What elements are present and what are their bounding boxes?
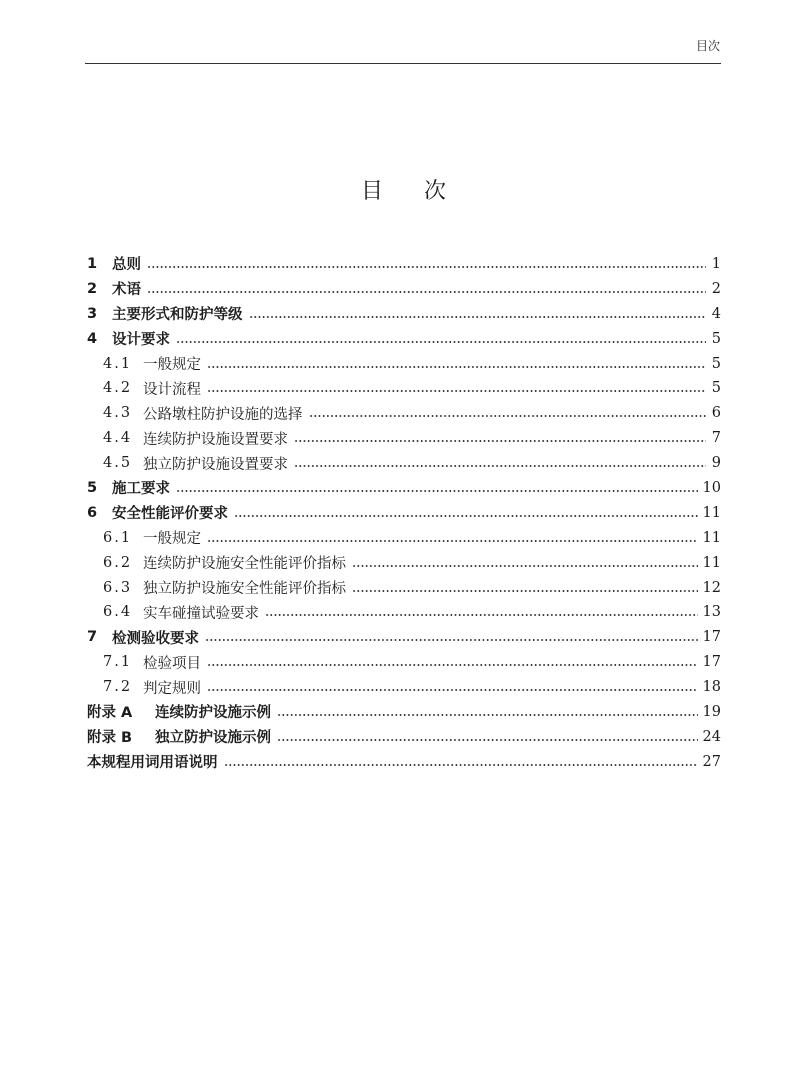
toc-entry[interactable]	[87, 575, 721, 600]
toc-entry[interactable]	[87, 451, 721, 476]
toc-entry-title: 安全性能评价要求	[112, 506, 228, 523]
dot-leader	[207, 533, 698, 543]
toc-entry-number: 附录 B	[87, 730, 133, 747]
toc-entry[interactable]	[87, 724, 721, 749]
toc-entry-number: 7.2	[103, 679, 133, 696]
toc-entry[interactable]	[87, 525, 721, 550]
toc-entry-title: 检测验收要求	[112, 630, 199, 647]
toc-entry-page-number: 5	[711, 330, 721, 347]
toc-entry-title: 判定规则	[143, 680, 201, 697]
toc-entry[interactable]	[87, 476, 721, 501]
toc-entry[interactable]	[87, 625, 721, 650]
toc-entry-number: 6.4	[103, 604, 133, 621]
dot-leader	[207, 383, 706, 393]
toc-entry-number: 5	[87, 479, 98, 496]
dot-leader	[294, 458, 706, 468]
toc-entry[interactable]	[87, 376, 721, 401]
toc-entry-page-number: 17	[702, 629, 721, 646]
toc-entry-title: 检验项目	[143, 655, 201, 672]
dot-leader	[352, 558, 698, 568]
toc-entry-title: 连续防护设施设置要求	[143, 431, 288, 448]
toc-entry[interactable]	[87, 252, 721, 277]
dot-leader	[309, 408, 707, 418]
toc-entry[interactable]	[87, 675, 721, 700]
dot-leader	[277, 732, 698, 742]
toc-entry-number: 3	[87, 305, 98, 322]
toc-entry-page-number: 2	[711, 280, 721, 297]
toc-entry-page-number: 24	[702, 728, 721, 745]
toc-entry-number: 6.2	[103, 554, 133, 571]
dot-leader	[207, 657, 698, 667]
toc-entry-number: 6	[87, 504, 98, 521]
toc-entry-title: 施工要求	[112, 481, 170, 498]
dot-leader	[352, 583, 698, 593]
toc-entry-page-number: 10	[702, 479, 721, 496]
toc-entry-number: 4	[87, 330, 98, 347]
dot-leader	[147, 284, 706, 294]
toc-entry[interactable]	[87, 426, 721, 451]
dot-leader	[224, 757, 698, 767]
running-header-title: 目次	[695, 39, 720, 53]
page-title: 目次	[361, 179, 488, 204]
toc-entry-page-number: 11	[702, 554, 721, 571]
toc-entry[interactable]	[87, 749, 721, 774]
toc-entry-page-number: 5	[711, 355, 721, 372]
toc-entry-number: 4.3	[103, 405, 133, 422]
toc-entry-title: 一般规定	[143, 531, 201, 548]
toc-entry-number: 7	[87, 629, 98, 646]
toc-entry-page-number: 12	[702, 579, 721, 596]
toc-entry-number: 7.1	[103, 654, 133, 671]
toc-entry-number: 附录 A	[87, 705, 133, 722]
toc-entry[interactable]	[87, 550, 721, 575]
toc-entry-page-number: 18	[702, 679, 721, 696]
toc-entry-page-number: 4	[711, 305, 721, 322]
toc-entry-title: 连续防护设施安全性能评价指标	[143, 556, 346, 573]
table-of-contents	[87, 252, 721, 775]
toc-entry-page-number: 7	[711, 430, 721, 447]
toc-entry-title: 设计流程	[143, 381, 201, 398]
toc-entry-number: 4.2	[103, 380, 133, 397]
toc-entry-number: 6.1	[103, 529, 133, 546]
toc-entry-title: 连续防护设施示例	[155, 705, 271, 722]
toc-entry-title: 设计要求	[112, 332, 170, 349]
toc-entry[interactable]	[87, 650, 721, 675]
toc-entry-page-number: 17	[702, 654, 721, 671]
toc-entry-title: 实车碰撞试验要求	[143, 605, 259, 622]
dot-leader	[249, 309, 707, 319]
toc-entry[interactable]	[87, 401, 721, 426]
toc-entry-page-number: 9	[711, 455, 721, 472]
toc-entry-title: 主要形式和防护等级	[112, 307, 243, 324]
toc-entry-number: 4.4	[103, 430, 133, 447]
dot-leader	[277, 707, 698, 717]
dot-leader	[176, 483, 698, 493]
toc-entry-page-number: 11	[702, 504, 721, 521]
toc-entry[interactable]	[87, 276, 721, 301]
toc-entry-title: 独立防护设施安全性能评价指标	[143, 581, 346, 598]
toc-entry-title: 本规程用词用语说明	[87, 755, 218, 772]
toc-entry-page-number: 13	[702, 604, 721, 621]
toc-entry[interactable]	[87, 301, 721, 326]
dot-leader	[234, 508, 698, 518]
toc-entry-page-number: 6	[711, 405, 721, 422]
toc-entry-number: 1	[87, 255, 98, 272]
toc-entry-page-number: 19	[702, 703, 721, 720]
toc-entry-number: 2	[87, 280, 98, 297]
dot-leader	[265, 607, 698, 617]
toc-entry-title: 公路墩柱防护设施的选择	[143, 406, 303, 423]
toc-entry-title: 一般规定	[143, 357, 201, 373]
toc-entry[interactable]	[87, 500, 721, 525]
toc-entry-page-number: 5	[711, 380, 721, 397]
toc-entry-title: 总则	[112, 257, 141, 274]
toc-entry-number: 4.1	[103, 355, 133, 372]
dot-leader	[205, 632, 698, 642]
dot-leader	[294, 433, 706, 443]
dot-leader	[147, 259, 706, 269]
dot-leader	[176, 334, 706, 344]
toc-entry-page-number: 11	[702, 529, 721, 546]
toc-entry-title: 独立防护设施示例	[155, 730, 271, 747]
toc-entry-page-number: 1	[711, 255, 721, 272]
dot-leader	[207, 359, 706, 369]
toc-entry-title: 独立防护设施设置要求	[143, 456, 288, 473]
toc-entry-page-number: 27	[702, 753, 721, 770]
toc-entry[interactable]	[87, 326, 721, 351]
dot-leader	[207, 682, 698, 692]
toc-entry-title: 术语	[112, 282, 141, 299]
toc-entry[interactable]	[87, 600, 721, 625]
toc-entry-number: 6.3	[103, 579, 133, 596]
toc-entry-number: 4.5	[103, 455, 133, 472]
header-rule	[85, 63, 721, 64]
toc-entry[interactable]	[87, 700, 721, 725]
toc-entry[interactable]	[87, 351, 721, 376]
